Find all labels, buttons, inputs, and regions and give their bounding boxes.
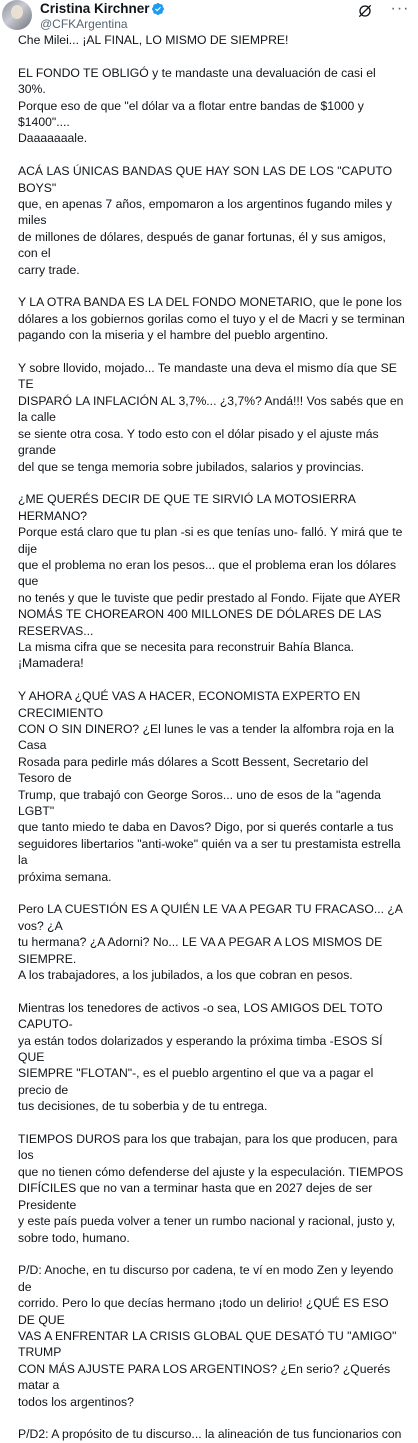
tweet-paragraph: EL FONDO TE OBLIGÓ y te mandaste una devaluación de casi el 30%. Porque eso de que "el dólar va a flotar entre bandas de $1000 y $1400".... Daaaaaaale.	[18, 65, 376, 146]
tweet-body	[18, 32, 406, 1443]
grok-icon[interactable]	[357, 3, 373, 19]
tweet-paragraph: TIEMPOS DUROS para los que trabajan, para los que producen, para los que no tienen cómo defenderse del ajuste y la especulación. TIEMPOS DIFÍCILES que no van a terminar hasta que en 2027 dejes de ser Presidente y este país pueda volver a tener un rumbo nacional y racional, justo y, sobre todo, humano.	[18, 1132, 404, 1245]
avatar[interactable]	[2, 0, 32, 30]
tweet-paragraph: P/D: Anoche, en tu discurso por cadena, te ví en modo Zen y leyendo de corrido. Pero lo que decías hermano ¡todo un delirio! ¿QUÉ ES ESO DE QUE VAS A ENFRENTAR LA CRISIS GLOBAL QUE DESATÓ TU "AMIGO" TRUMP CON MÁS AJUSTE PARA LOS ARGENTINOS? ¿En serio? ¿Querés matar a todos los argentinos?	[18, 1263, 397, 1409]
tweet-paragraph: Che Milei... ¡AL FINAL, LO MISMO DE SIEMPRE!	[18, 33, 289, 47]
tweet-paragraph: Pero LA CUESTIÓN ES A QUIÉN LE VA A PEGAR TU FRACASO... ¿A vos? ¿A tu hermana? ¿A Adorni? No... LE VA A PEGAR A LOS MISMOS DE SIEMPRE. A los trabajadores, a los jubilados, a los que cobran en pesos.	[18, 902, 403, 983]
more-options-icon[interactable]: ···	[390, 0, 410, 17]
tweet-paragraph: Mientras los tenedores de activos -o sea, LOS AMIGOS DEL TOTO CAPUTO- ya están todos dolarizados y esperando la próxima timba -ESOS SÍ QUE SIEMPRE "FLOTAN"-, es el pueblo argentino el que va a pagar el precio de tus decisiones, de tu soberbia y de tu entrega.	[18, 1000, 383, 1114]
author-handle[interactable]: @CFKArgentina	[40, 17, 128, 31]
tweet-paragraph: P/D2: A propósito de tu discurso... la alineación de tus funcionarios con	[18, 1427, 402, 1442]
tweet-paragraph: Y LA OTRA BANDA ES LA DEL FONDO MONETARIO, que le pone los dólares a los gobiernos gorilas como el tuyo y el de Macri y se terminan pagando con la miseria y el hambre del pueblo argentino.	[18, 295, 405, 343]
tweet-paragraph: Y AHORA ¿QUÉ VAS A HACER, ECONOMISTA EXPERTO EN CRECIMIENTO CON O SIN DINERO? ¿El lunes le vas a tender la alfombra roja en la Casa Rosada para pedirle más dólares a Scott Bessent, Secretario del Tesoro de Trump, que trabajó con George Soros... uno de esos de la "agenda LGBT" que tanto miedo te daba en Davos? Digo, por si querés contarle a tus seguidores libertarios "anti-woke" quién va a ser tu prestamista estrella la próxima semana.	[18, 689, 401, 884]
tweet-paragraph: Y sobre llovido, mojado... Te mandaste una deva el mismo día que SE TE DISPARÓ LA INFLACIÓN AL 3,7%... ¿3,7%? Andá!!! Vos sabés que en la calle se siente otra cosa. Y todo esto con el dólar pisado y el ajuste más grande del que se tenga memoria sobre jubilados, salarios y provincias.	[18, 361, 404, 474]
tweet-paragraph: ¿ME QUERÉS DECIR DE QUE TE SIRVIÓ LA MOTOSIERRA HERMANO? Porque está claro que tu plan -si es que tenías uno- falló. Y mirá que te dije que el problema no eran los pesos... que el problema eran los dólares que no tenés y que le tuviste que pedir prestado al Fondo. Fijate que AYER NOMÁS TE CHOREARON 400 MILLONES DE DÓLARES DE LAS RESERVAS... La misma cifra que se necesita para reconstruir Bahía Blanca. ¡Mamadera!	[18, 492, 403, 671]
tweet-paragraph: ACÁ LAS ÚNICAS BANDAS QUE HAY SON LAS DE LOS "CAPUTO BOYS" que, en apenas 7 años, empomaron a los argentinos fugando miles y miles de millones de dólares, después de ganar fortunas, él y sus amigos, con el carry trade.	[18, 164, 393, 277]
author-name[interactable]: Cristina Kirchner	[40, 1, 150, 16]
verified-badge-icon	[151, 2, 165, 16]
